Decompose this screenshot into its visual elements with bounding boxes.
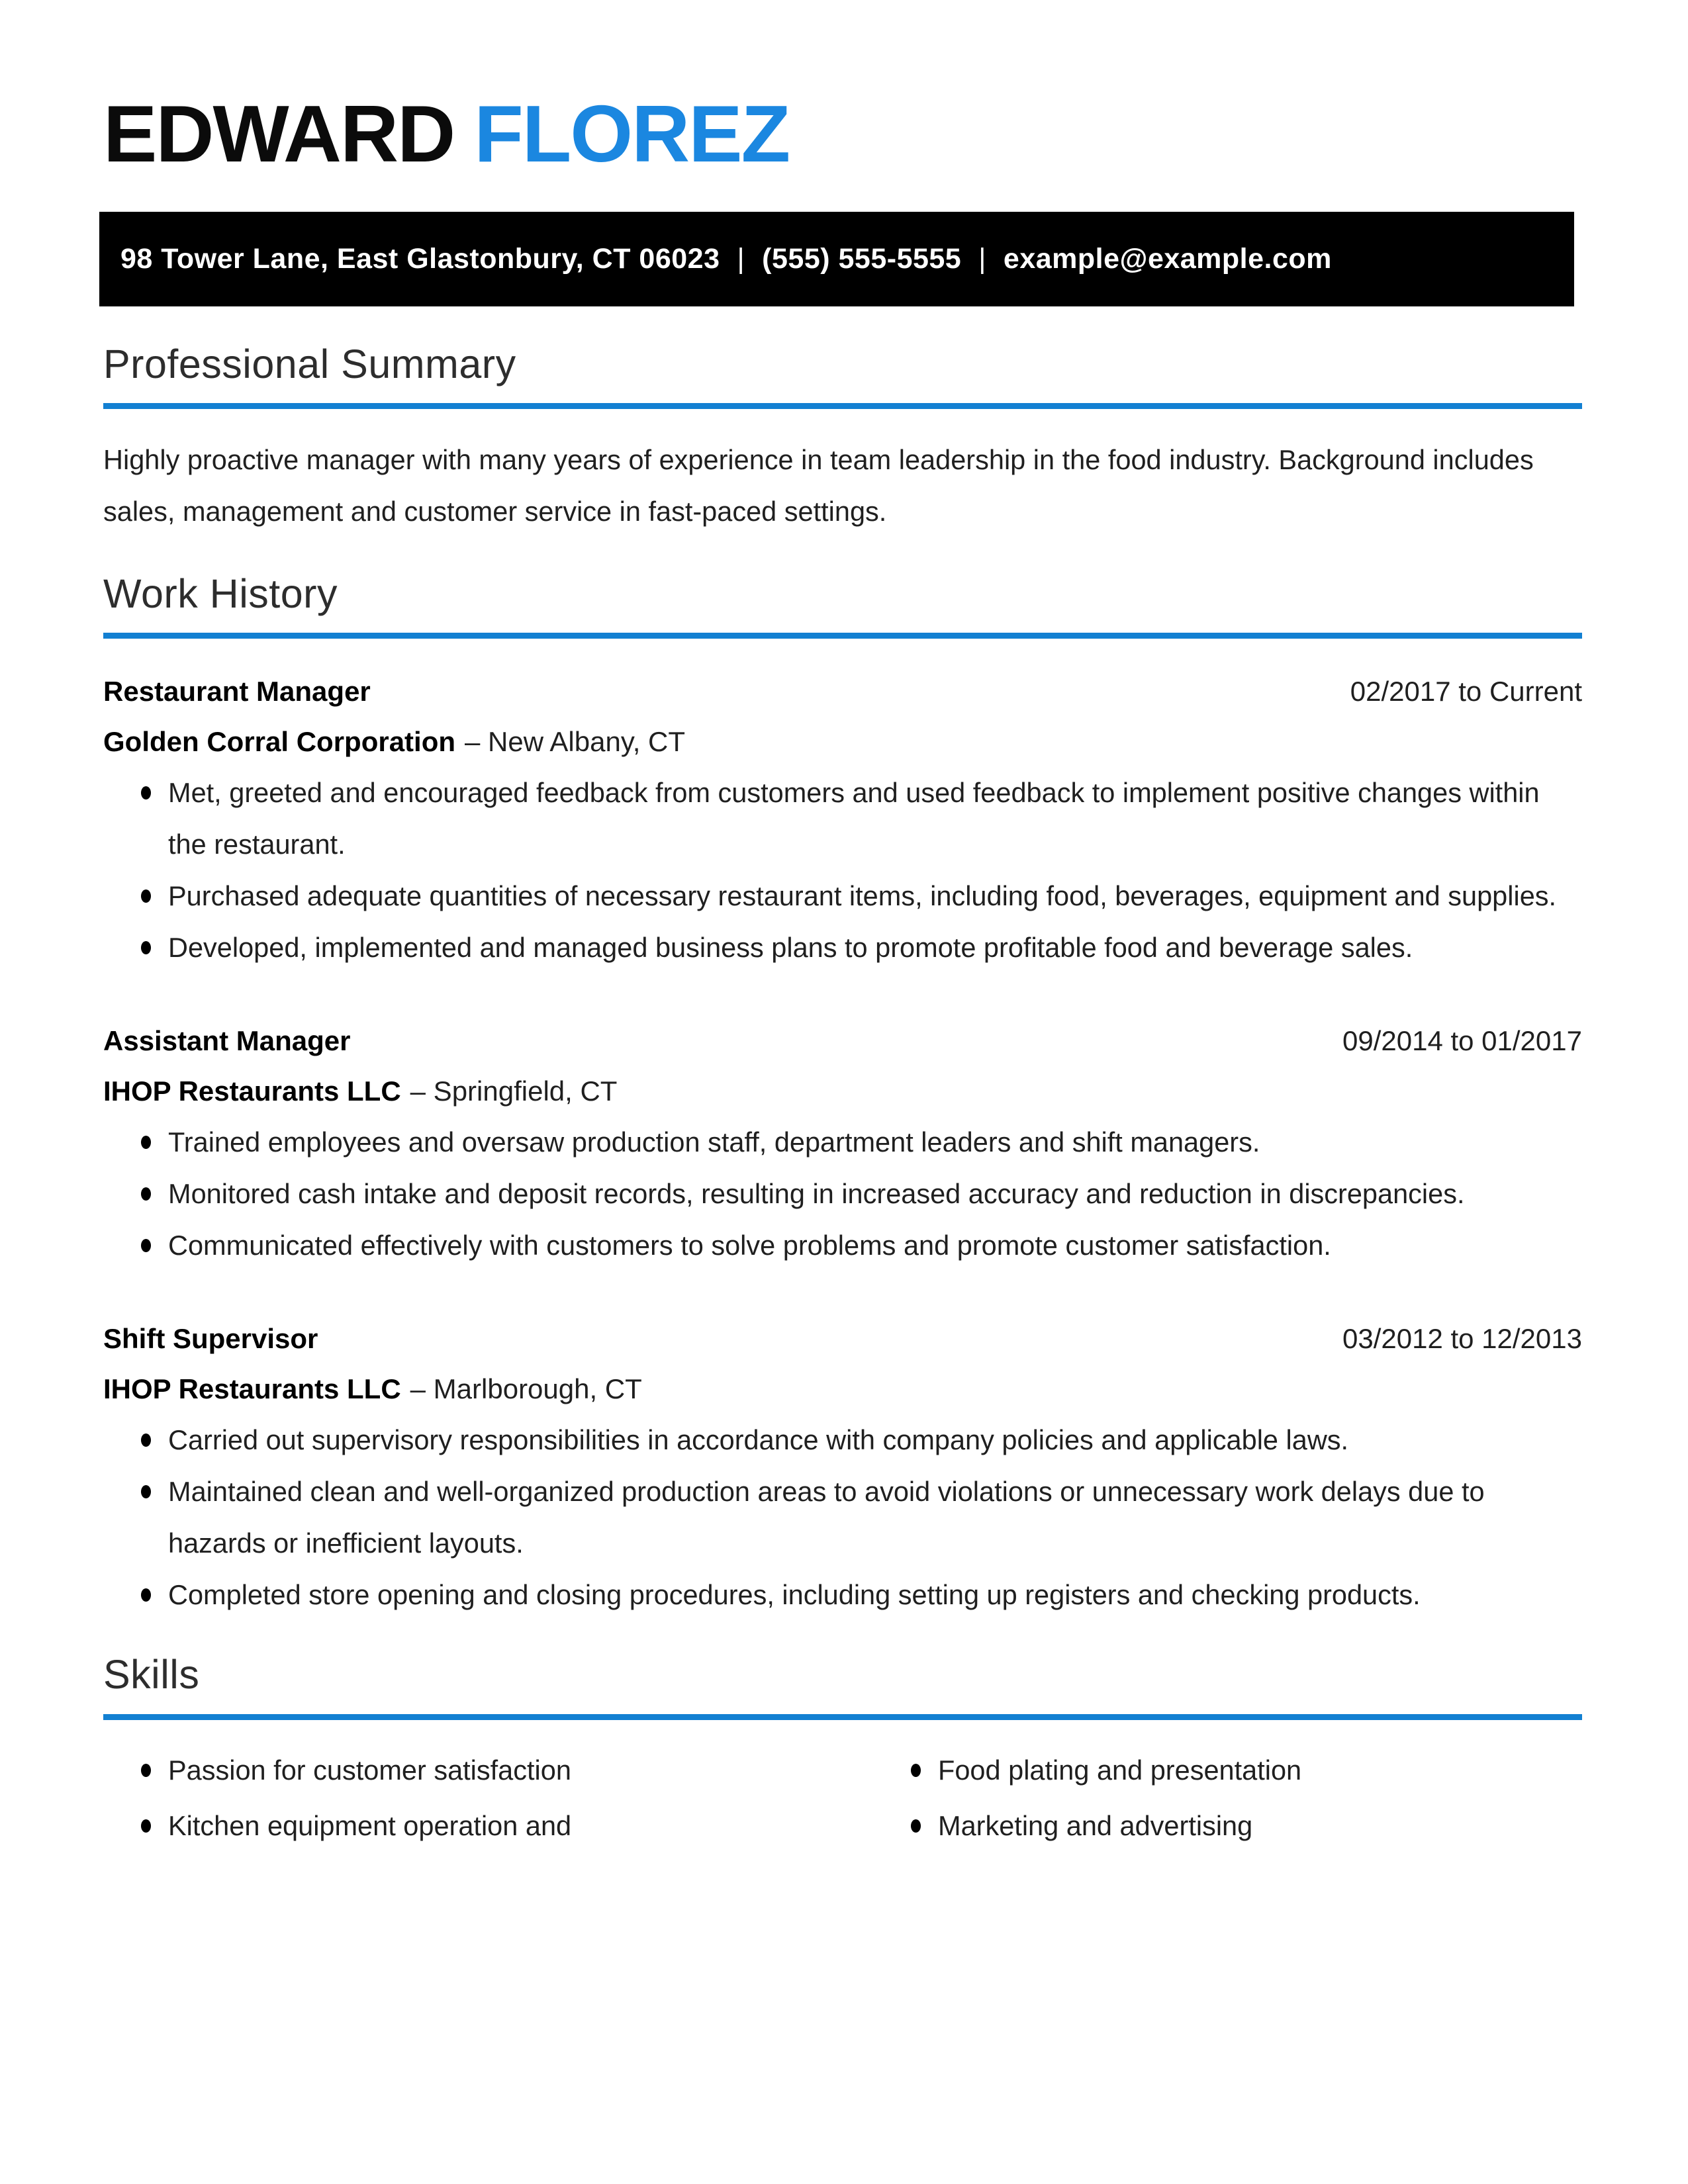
bullet-icon [141,1819,151,1833]
list-item [103,1414,1582,1466]
job-location: – New Albany, CT [465,726,686,758]
bullet-text: Maintained clean and well-organized production areas to avoid violations or unnecessary work delays due to hazards or inefficient layouts. [168,1476,1485,1559]
job-header [103,666,1582,717]
bullet-icon [141,786,151,799]
bullet-text: Monitored cash intake and deposit records, resulting in increased accuracy and reduction in discrepancies. [168,1178,1465,1210]
bullet-icon [141,1187,151,1201]
page-title [103,89,1688,179]
bullet-text: Trained employees and oversaw production staff, department leaders and shift managers. [168,1126,1260,1158]
list-item [873,1798,1582,1854]
bullet-icon [141,1136,151,1149]
contact-address: 98 Tower Lane, East Glastonbury, CT 06023 [120,243,720,275]
skill-text: Food plating and presentation [938,1754,1302,1786]
list-item [103,1220,1582,1271]
job-location: – Springfield, CT [410,1075,618,1107]
job-title: Restaurant Manager [103,676,371,707]
bullet-icon [141,1433,151,1447]
section-title-work-history: Work History [103,571,338,617]
job-entry-assistant-manager [103,1016,1582,1271]
job-company-line [103,1066,1582,1116]
section-divider [103,633,1582,639]
job-entry-shift-supervisor [103,1314,1582,1621]
job-dates: 02/2017 to Current [1350,676,1582,707]
section-title-professional-summary: Professional Summary [103,341,516,387]
skill-text: Marketing and advertising [938,1809,1253,1841]
list-item [103,1116,1582,1168]
skill-text: Passion for customer satisfaction [168,1754,571,1786]
skills-columns [103,1743,1582,1854]
bullet-text: Completed store opening and closing procedures, including setting up registers and checking products. [168,1579,1421,1611]
contact-separator: | [737,243,745,275]
job-location: – Marlborough, CT [410,1373,642,1405]
job-entry-restaurant-manager [103,666,1582,974]
list-item [103,1743,873,1798]
contact-bar [99,212,1574,306]
bullet-icon [141,941,151,954]
list-item [103,767,1582,870]
list-item [873,1743,1582,1798]
bullet-icon [911,1819,921,1833]
list-item [103,1798,873,1854]
name-first: EDWARD [103,89,455,179]
professional-summary-section [103,341,1582,537]
list-item [103,1168,1582,1220]
job-header [103,1016,1582,1066]
contact-separator: | [978,243,986,275]
skills-section [103,1651,1582,1853]
bullet-text: Purchased adequate quantities of necessary restaurant items, including food, beverages, equipment and supplies. [168,880,1557,912]
job-company-line [103,717,1582,767]
job-company: IHOP Restaurants LLC [103,1373,401,1405]
bullet-icon [141,1764,151,1777]
job-dates: 09/2014 to 01/2017 [1342,1025,1582,1057]
bullet-icon [911,1764,921,1777]
name-last: FLOREZ [474,89,790,179]
job-bullet-list [103,1116,1582,1271]
skills-list-right [873,1743,1582,1854]
list-item [103,922,1582,974]
job-bullet-list [103,1414,1582,1621]
job-bullet-list [103,767,1582,974]
list-item [103,1466,1582,1569]
job-company-line [103,1364,1582,1414]
job-title: Assistant Manager [103,1025,351,1057]
skills-list-left [103,1743,873,1854]
bullet-icon [141,1239,151,1252]
contact-email: example@example.com [1003,243,1332,275]
summary-text: Highly proactive manager with many years of experience in team leadership in the food industry. Background includes sales, management and customer service in fast-paced settings. [103,444,1534,527]
job-company: IHOP Restaurants LLC [103,1075,401,1107]
section-divider [103,1714,1582,1720]
job-dates: 03/2012 to 12/2013 [1342,1323,1582,1355]
section-title-skills: Skills [103,1652,200,1698]
contact-phone: (555) 555-5555 [762,243,962,275]
bullet-text: Met, greeted and encouraged feedback from customers and used feedback to implement positive changes within the restaurant. [168,777,1540,860]
job-company: Golden Corral Corporation [103,726,456,758]
bullet-icon [141,1485,151,1498]
list-item [103,870,1582,922]
bullet-text: Communicated effectively with customers to solve problems and promote customer satisfaction. [168,1230,1331,1261]
job-title: Shift Supervisor [103,1323,318,1355]
job-header [103,1314,1582,1364]
bullet-text: Developed, implemented and managed business plans to promote profitable food and beverage sales. [168,932,1413,964]
skill-text: Kitchen equipment operation and [168,1809,572,1841]
bullet-text: Carried out supervisory responsibilities in accordance with company policies and applicable laws. [168,1424,1349,1456]
bullet-icon [141,889,151,903]
work-history-section [103,570,1582,1621]
list-item [103,1569,1582,1621]
bullet-icon [141,1588,151,1602]
section-divider [103,403,1582,409]
